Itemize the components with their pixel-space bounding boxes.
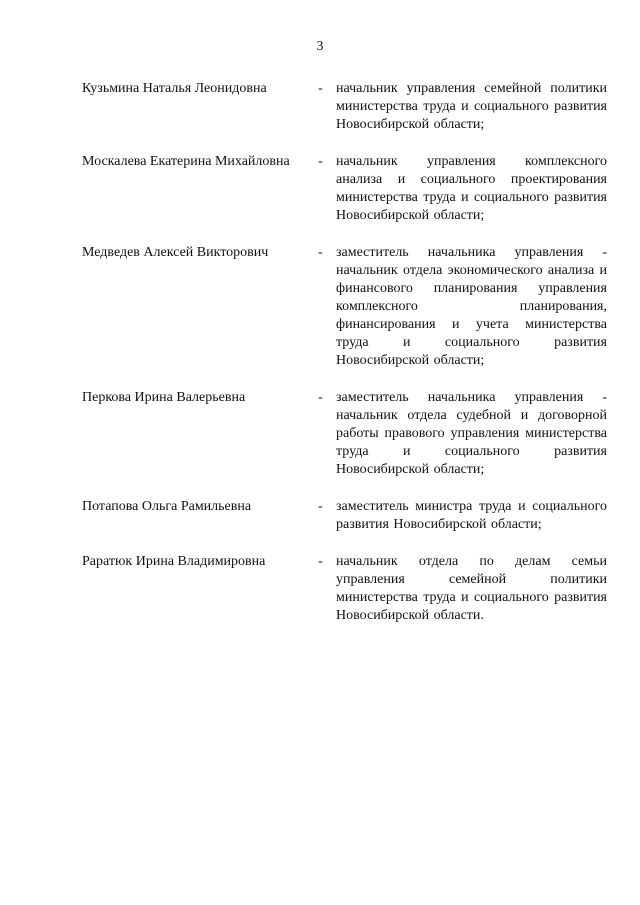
position-description: заместитель начальника управления - начальник отдела экономического анализа и финансового планирования управления комплексного планирования, финансирования и учета министерства труда и социального развития Новосибирской области; [336,245,607,368]
position-description: начальник управления семейной политики министерства труда и социального развития Новосибирской области; [336,81,607,132]
person-name: Перкова Ирина Валерьевна [82,390,246,405]
list-item [82,80,607,134]
position-description: заместитель министра труда и социального развития Новосибирской области; [336,499,607,532]
list-item [82,244,607,370]
person-name: Москалева Екатерина Михайловна [82,154,290,169]
dash-separator: - [318,245,323,260]
dash-separator: - [318,81,323,96]
person-name: Кузьмина Наталья Леонидовна [82,81,267,96]
dash-separator: - [318,390,323,405]
dash-separator: - [318,499,323,514]
page-number: 3 [316,39,324,54]
person-name: Раратюк Ирина Владимировна [82,554,266,569]
person-name: Медведев Алексей Викторович [82,245,269,260]
position-description: начальник отдела по делам семьи управления семейной политики министерства труда и социального развития Новосибирской области. [336,554,607,623]
dash-separator: - [318,154,323,169]
list-item [82,389,607,479]
dash-separator: - [318,554,323,569]
member-list [82,80,607,644]
position-description: начальник управления комплексного анализа и социального проектирования министерства труда и социального развития Новосибирской области; [336,154,607,223]
list-item [82,498,607,534]
list-item [82,153,607,225]
person-name: Потапова Ольга Рамильевна [82,499,252,514]
position-description: заместитель начальника управления - начальник отдела судебной и договорной работы правового управления министерства труда и социального развития Новосибирской области; [336,390,607,477]
list-item [82,553,607,625]
